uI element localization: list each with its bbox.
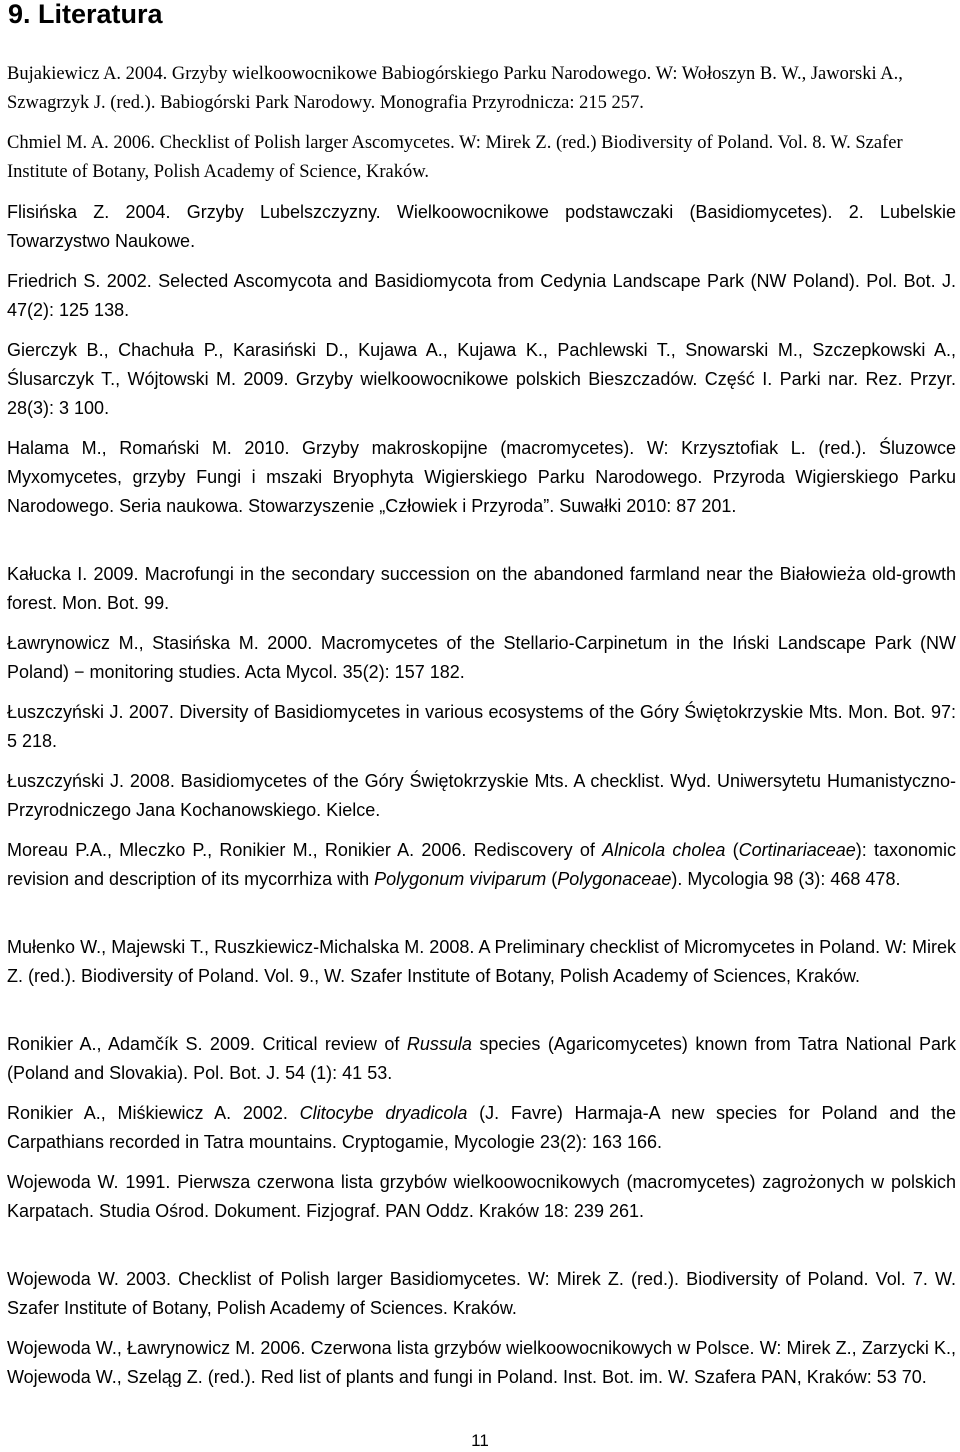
reference-text: Łuszczyński J. 2007. Diversity of Basidiomycetes in various ecosystems of the Góry Świętokrzyskie Mts. Mon. Bot. 97: 5 218. (7, 702, 956, 751)
reference-entry (7, 434, 956, 521)
reference-text: Wojewoda W. 2003. Checklist of Polish larger Basidiomycetes. W: Mirek Z. (red.). Biodiversity of Poland. Vol. 7. W. Szafer Institute of Botany, Polish Academy of Sciences. Kraków. (7, 1269, 956, 1318)
reference-text: Łuszczyński J. 2008. Basidiomycetes of the Góry Świętokrzyskie Mts. A checklist. Wyd. Uniwersytetu Humanistyczno-Przyrodniczego Jana Kochanowskiego. Kielce. (7, 771, 956, 820)
reference-entry (7, 129, 956, 187)
reference-entry (7, 267, 956, 325)
reference-text: Wojewoda W. 1991. Pierwsza czerwona lista grzybów wielkoowocnikowych (macromycetes) zagrożonych w polskich Karpatach. Studia Ośrod. Dokument. Fizjograf. PAN Oddz. Kraków 18: 239 261. (7, 1172, 956, 1221)
reference-text: Mułenko W., Majewski T., Ruszkiewicz-Michalska M. 2008. A Preliminary checklist of Micromycetes in Poland. W: Mirek Z. (red.). Biodiversity of Poland. Vol. 9., W. Szafer Institute of Botany, Polish Academy of Sciences, Kraków. (7, 937, 956, 986)
reference-entry (7, 1265, 956, 1323)
reference-text: Ławrynowicz M., Stasińska M. 2000. Macromycetes of the Stellario-Carpinetum in the Iński Landscape Park (NW Poland) − monitoring studies. Acta Mycol. 35(2): 157 182. (7, 633, 956, 682)
section-heading: 9. Literatura (8, 0, 163, 29)
reference-entry (7, 560, 956, 618)
italic-term: Polygonum viviparum (374, 869, 547, 889)
reference-entry (7, 767, 956, 825)
reference-entry (7, 1030, 956, 1088)
reference-entry (7, 836, 956, 894)
reference-text: Kałucka I. 2009. Macrofungi in the secondary succession on the abandoned farmland near the Białowieża old-growth forest. Mon. Bot. 99. (7, 564, 956, 613)
italic-term: Cortinariaceae (738, 840, 856, 860)
italic-term: Polygonaceae (557, 869, 672, 889)
reference-entry (7, 933, 956, 991)
page-number: 11 (471, 1431, 489, 1450)
reference-entry (7, 1099, 956, 1157)
reference-text: Halama M., Romański M. 2010. Grzyby makroskopijne (macromycetes). W: Krzysztofiak L. (red.). Śluzowce Myxomycetes, grzyby Fungi i mszaki Bryophyta Wigierskiego Parku Narodowego. Przyroda Wigierskiego Parku Narodowego. Seria naukowa. Stowarzyszenie „Człowiek i Przyroda”. Suwałki 2010: 87 201. (7, 438, 956, 516)
reference-text: Bujakiewicz A. 2004. Grzyby wielkoowocnikowe Babiogórskiego Parku Narodowego. W: Wołoszyn B. W., Jaworski A., Szwagrzyk J. (red.). Babiogórski Park Narodowy. Monografia Przyrodnicza: 215 257. (7, 64, 903, 113)
reference-text: Wojewoda W., Ławrynowicz M. 2006. Czerwona lista grzybów wielkoowocnikowych w Polsce. W: Mirek Z., Zarzycki K., Wojewoda W., Szeląg Z. (red.). Red list of plants and fungi in Poland. Inst. Bot. im. W. Szafera PAN, Kraków: 53 70. (7, 1338, 956, 1387)
reference-text: Moreau P.A., Mleczko P., Ronikier M., Ronikier A. 2006. Rediscovery of (7, 840, 603, 860)
italic-term: Russula (406, 1034, 472, 1054)
italic-term: Clitocybe dryadicola (299, 1103, 468, 1123)
reference-text: species (Agaricomycetes) known from Tatra National Park (Poland and Slovakia). Pol. Bot. J. 54 (1): 41 53. (7, 1034, 956, 1083)
reference-text: ). Mycologia 98 (3): 468 478. (671, 869, 901, 889)
reference-text: Ronikier A., Adamčík S. 2009. Critical review of (7, 1034, 407, 1054)
reference-text: Friedrich S. 2002. Selected Ascomycota and Basidiomycota from Cedynia Landscape Park (NW Poland). Pol. Bot. J. 47(2): 125 138. (7, 271, 956, 320)
reference-text: Ronikier A., Miśkiewicz A. 2002. (7, 1103, 300, 1123)
reference-entry (7, 336, 956, 423)
reference-text: ( (725, 840, 739, 860)
reference-text: ): taxonomic revision and description of its mycorrhiza with (7, 840, 956, 889)
italic-term: Alnicola cholea (602, 840, 726, 860)
reference-entry (7, 698, 956, 756)
reference-text: Flisińska Z. 2004. Grzyby Lubelszczyzny. Wielkoowocnikowe podstawczaki (Basidiomycetes). 2. Lubelskie Towarzystwo Naukowe. (7, 202, 956, 251)
reference-entry (7, 198, 956, 256)
reference-entry (7, 60, 956, 118)
reference-text: Chmiel M. A. 2006. Checklist of Polish larger Ascomycetes. W: Mirek Z. (red.) Biodiversity of Poland. Vol. 8. W. Szafer Institute of Botany, Polish Academy of Science, Kraków. (7, 133, 903, 182)
reference-text: Gierczyk B., Chachuła P., Karasiński D., Kujawa A., Kujawa K., Pachlewski T., Snowarski M., Szczepkowski A., Ślusarczyk T., Wójtowski M. 2009. Grzyby wielkoowocnikowe polskich Bieszczadów. Część I. Parki nar. Rez. Przyr. 28(3): 3 100. (7, 340, 956, 418)
reference-entry (7, 1334, 956, 1392)
reference-text: (J. Favre) Harmaja-A new species for Poland and the Carpathians recorded in Tatra mountains. Cryptogamie, Mycologie 23(2): 163 166. (7, 1103, 956, 1152)
reference-text: ( (546, 869, 558, 889)
reference-entry (7, 1168, 956, 1226)
reference-entry (7, 629, 956, 687)
